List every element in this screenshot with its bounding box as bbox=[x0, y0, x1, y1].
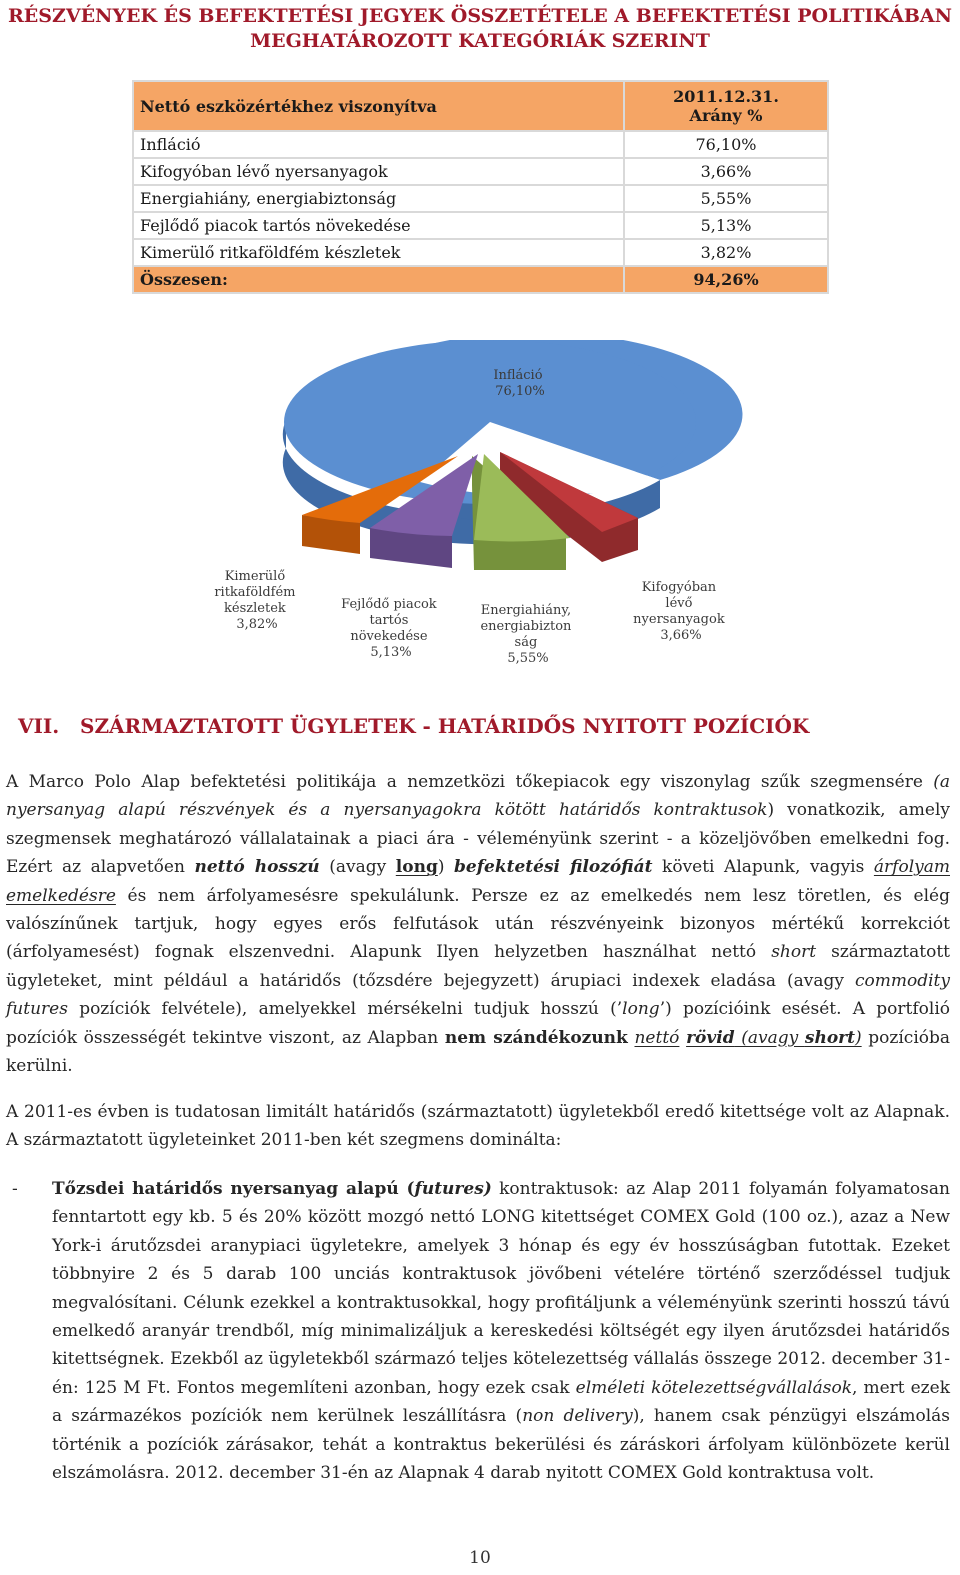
paragraph-1: A Marco Polo Alap befektetési politikája a nemzetközi tőkepiacok egy viszonylag szűk szegmensére (a nyersanyag alapú részvények és a nyersanyagokra kötött határidős kontraktusok) vonatkozik, amely szegmensek meghatározó vállalatainak a piaci ára - véleményünk szerint - a közeljövőben emelkedni fog. Ezért az alapvetően nettó hosszú (avagy long) befektetési filozófiát követi Alapunk, vagyis árfolyam emelkedésre és nem árfolyamesésre spekulálunk. Persze ez az emelkedés nem lesz töretlen, és elég valószínűnek tartjuk, hogy egyes erős felfutások után részvényeink bizonyos mértékű korrekciót (árfolyamesést) fognak elszenvedni. Alapunk Ilyen helyzetben használhat nettó short származtatott ügyleteket, mint például a határidős (tőzsdére bejegyzett) árupiaci indexek eladása (avagy commodity futures pozíciók felvétele), amelyekkel mérsékelni tudjuk hosszú (’long’) pozícióink esését. A portfolió pozíciók összességét tekintve viszont, az Alapban nem szándékozunk nettó rövid (avagy short) pozícióba kerülni. bbox=[6, 772, 951, 1077]
table-row bbox=[133, 239, 828, 266]
row-value: 5,13% bbox=[624, 212, 828, 239]
label-inflacio: Infláció 76,10% bbox=[493, 368, 545, 399]
composition-table bbox=[132, 80, 829, 294]
page-number: 10 bbox=[469, 1548, 491, 1568]
table-header-row bbox=[133, 81, 828, 131]
row-value: 3,66% bbox=[624, 158, 828, 185]
row-value: 76,10% bbox=[624, 131, 828, 158]
section-title bbox=[18, 714, 809, 738]
table-row bbox=[133, 158, 828, 185]
list-item bbox=[6, 1175, 950, 1487]
header-date: 2011.12.31. bbox=[673, 87, 779, 106]
row-label: Energiahiány, energiabiztonság bbox=[133, 185, 624, 212]
row-label: Fejlődő piacok tartós növekedése bbox=[133, 212, 624, 239]
row-label: Kifogyóban lévő nyersanyagok bbox=[133, 158, 624, 185]
list-item-body: Tőzsdei határidős nyersanyag alapú (futures) kontraktusok: az Alap 2011 folyamán folyamatosan fenntartott egy kb. 5 és 20% között mozgó nettó LONG kitettséget COMEX Gold (100 oz.), azaz a New York-i árutőzsdei aranypiaci ügyletekre, amelyek 3 hónap és egy év hosszúságban futottak. Ezeket többnyire 2 és 5 darab 100 unciás kontraktusok jövőbeni vételére történő szerződéssel tudjuk megvalósítani. Célunk ezekkel a kontraktusokkal, hogy profitáljunk a véleményünk szerinti hosszú távú emelkedő aranyár trendből, míg minimalizáljuk a kereskedési költségét egy ilyen árutőzsdei határidős kitettségnek. Ezekből az ügyletekből származó teljes kötelezettség vállalás összege 2012. december 31-én: 125 M Ft. Fontos megemlíteni azonban, hogy ezek csak elméleti kötelezettségvállalások, mert ezek a származékos pozíciók nem kerülnek leszállításra (non delivery), hanem csak pénzügyi elszámolás történik a pozíciók zárásakor, tehát a kontraktus bekerülési és záráskori árfolyam különbözete kerül elszámolásra. 2012. december 31-én az Alapnak 4 darab nyitott COMEX Gold kontraktusa volt. bbox=[52, 1179, 951, 1484]
section-number: VII. bbox=[18, 714, 60, 738]
total-value: 94,26% bbox=[624, 266, 828, 293]
section-title-text: SZÁRMAZTATOTT ÜGYLETEK - HATÁRIDŐS NYITOTT POZÍCIÓK bbox=[80, 714, 810, 738]
label-energia: Energiahiány, energiabizton ság 5,55% bbox=[480, 603, 572, 666]
total-label: Összesen: bbox=[133, 266, 624, 293]
row-value: 3,82% bbox=[624, 239, 828, 266]
table-total-row bbox=[133, 266, 828, 293]
header-unit: Arány % bbox=[689, 106, 763, 125]
label-kimerulo: Kimerülő ritkaföldfém készletek 3,82% bbox=[214, 569, 296, 632]
row-label: Infláció bbox=[133, 131, 624, 158]
heading-line-2: MEGHATÁROZOTT KATEGÓRIÁK SZERINT bbox=[250, 30, 710, 52]
pie-chart bbox=[190, 340, 790, 680]
label-fejlodo: Fejlődő piacok tartós növekedése 5,13% bbox=[341, 597, 437, 660]
row-label: Kimerülő ritkaföldfém készletek bbox=[133, 239, 624, 266]
label-kifogyoban: Kifogyóban lévő nyersanyagok 3,66% bbox=[633, 580, 725, 643]
header-value bbox=[624, 81, 828, 131]
table-row bbox=[133, 131, 828, 158]
row-value: 5,55% bbox=[624, 185, 828, 212]
page-heading bbox=[0, 4, 960, 54]
table-row bbox=[133, 212, 828, 239]
heading-line-1: RÉSZVÉNYEK ÉS BEFEKTETÉSI JEGYEK ÖSSZETÉTELE A BEFEKTETÉSI POLITIKÁBAN bbox=[7, 5, 953, 27]
bullet-dash: - bbox=[12, 1179, 18, 1199]
table-row bbox=[133, 185, 828, 212]
paragraph-2: A 2011-es évben is tudatosan limitált határidős (származtatott) ügyletekből eredő kitettsége volt az Alapnak. A származtatott ügyleteinket 2011-ben két szegmens dominálta: bbox=[6, 1102, 950, 1151]
header-label: Nettó eszközértékhez viszonyítva bbox=[133, 81, 624, 131]
